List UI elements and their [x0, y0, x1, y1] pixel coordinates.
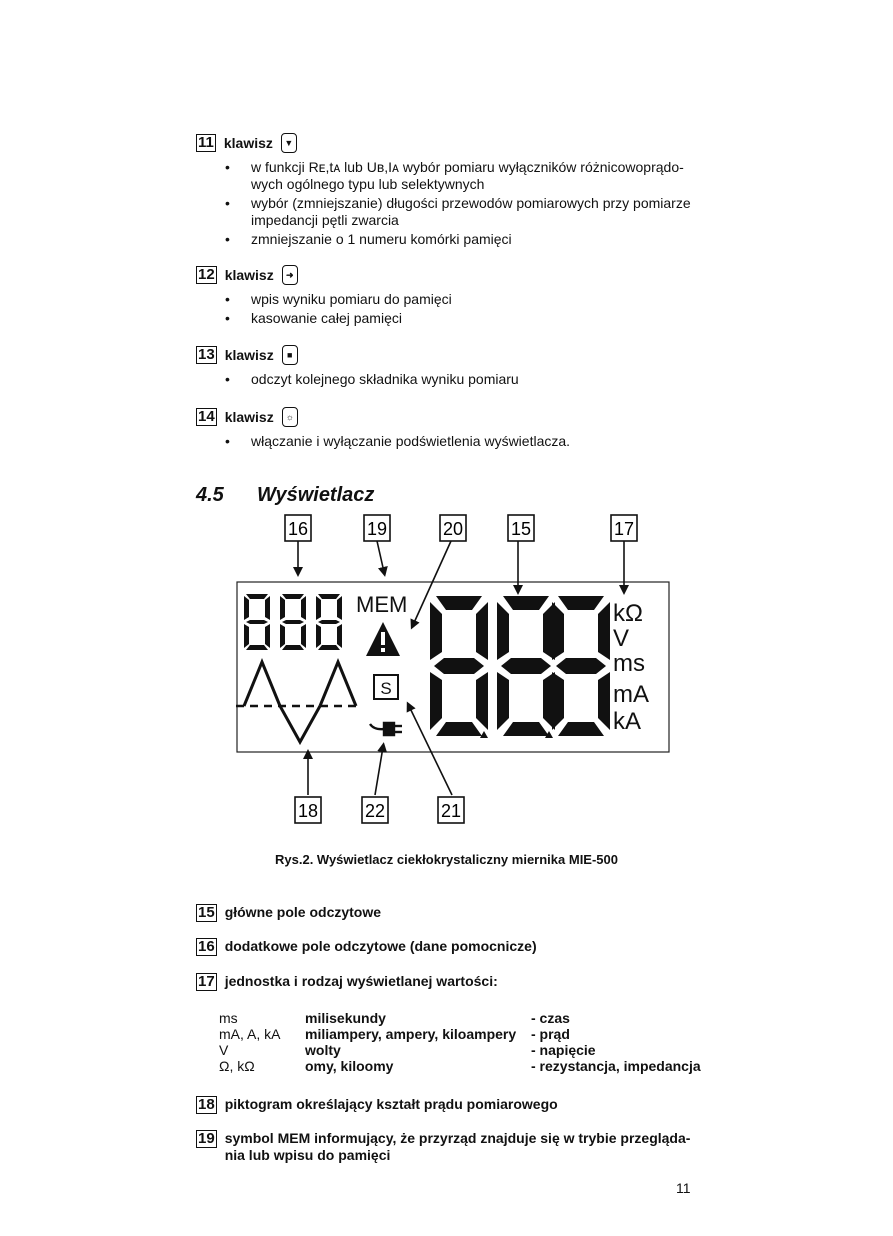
callout-number: 18: [198, 1096, 215, 1113]
plug-icon: [370, 723, 402, 735]
description-15: [196, 904, 381, 922]
callout-number: 14: [198, 408, 215, 425]
callout-number: 13: [198, 346, 215, 363]
callout-box-19: [364, 515, 390, 541]
page-number: 11: [676, 1180, 691, 1196]
callout-box-17: [611, 515, 637, 541]
list-item: • wybór (zmniejszanie) długości przewodów pomiarowych przy pomiarze impedancji pętli zwarcia: [225, 195, 691, 228]
section-title: klawisz: [224, 267, 274, 283]
description-16: [196, 938, 537, 956]
enter-key-icon: ➜: [282, 265, 298, 285]
s-icon: [374, 675, 398, 699]
description-text: jednostka i rodzaj wyświetlanej wartości:: [224, 973, 498, 989]
figure-caption: Rys.2. Wyświetlacz ciekłokrystaliczny miernika MIE-500: [275, 852, 618, 867]
list-item: • kasowanie całej pamięci: [225, 310, 452, 327]
svg-text:15: 15: [510, 519, 532, 539]
callout-number: 15: [198, 904, 215, 921]
sine-wave-icon: [236, 662, 360, 742]
unit-kohm: kΩ: [613, 600, 643, 627]
description-text: symbol MEM informujący, że przyrząd znajduje się w trybie przegląda- nia lub wpisu do pamięci: [224, 1130, 691, 1163]
callout-number: 19: [198, 1130, 215, 1147]
callout-box-15: [508, 515, 534, 541]
list-item: • w funkcji Rᴇ,tᴀ lub Uʙ,Iᴀ wybór pomiaru wyłączników różnicowoprądo- wych ogólnego typu lub selektywnych: [225, 159, 684, 192]
select-key-icon: ■: [282, 345, 298, 365]
description-17: [196, 973, 498, 991]
svg-text:S: S: [380, 679, 392, 698]
unit-labels: [613, 600, 649, 735]
section-title: klawisz: [224, 409, 274, 425]
table-row: Ω, kΩ omy, kiloomy - rezystancja, impedancja: [219, 1058, 701, 1074]
svg-text:19: 19: [366, 519, 388, 539]
description-text: dodatkowe pole odczytowe (dane pomocnicze): [224, 938, 537, 954]
mem-label: MEM: [356, 592, 408, 617]
auxiliary-digits: [244, 594, 342, 650]
description-text: główne pole odczytowe: [224, 904, 382, 920]
callout-number: 16: [198, 938, 215, 955]
description-text: piktogram określający kształt prądu pomiarowego: [224, 1096, 558, 1112]
svg-text:18: 18: [297, 801, 319, 821]
callout-number: 11: [198, 134, 214, 151]
description-18: [196, 1096, 558, 1114]
list-item: • wpis wyniku pomiaru do pamięci: [225, 291, 452, 308]
callout-box-22: [362, 797, 388, 823]
callout-box-21: [438, 797, 464, 823]
svg-text:22: 22: [364, 801, 386, 821]
warning-icon: [366, 622, 400, 656]
minus-key-icon: ▼: [281, 133, 297, 153]
description-19: [196, 1130, 690, 1164]
section-title: klawisz: [224, 347, 274, 363]
table-row: mA, A, kA miliampery, ampery, kiloampery - prąd: [219, 1026, 570, 1042]
callout-number: 17: [198, 973, 215, 990]
backlight-key-icon: ☼: [282, 407, 298, 427]
section-number: 4.5: [196, 484, 224, 506]
callout-box-18: [295, 797, 321, 823]
callout-box-20: [440, 515, 466, 541]
section-title: klawisz: [223, 135, 273, 151]
arrow-22: [375, 747, 383, 795]
unit-ka: kA: [613, 708, 642, 735]
list-item: • odczyt kolejnego składnika wyniku pomiaru: [225, 371, 519, 388]
svg-text:16: 16: [287, 519, 309, 539]
callout-box-16: [285, 515, 311, 541]
svg-text:17: 17: [613, 519, 635, 539]
callout-number: 12: [198, 266, 215, 283]
table-row: ms milisekundy - czas: [219, 1010, 570, 1026]
list-item: • zmniejszanie o 1 numeru komórki pamięci: [225, 231, 512, 247]
arrow-19: [377, 541, 384, 572]
main-digits: [430, 596, 610, 738]
unit-ms: ms: [613, 650, 645, 677]
units-table: [219, 1010, 701, 1074]
section-name: Wyświetlacz: [256, 484, 375, 506]
table-row: V wolty - napięcie: [219, 1042, 596, 1058]
unit-volt: V: [613, 625, 630, 652]
svg-text:20: 20: [442, 519, 464, 539]
unit-ma: mA: [613, 681, 649, 708]
svg-text:21: 21: [440, 801, 462, 821]
list-item: • włączanie i wyłączanie podświetlenia wyświetlacza.: [225, 433, 570, 450]
